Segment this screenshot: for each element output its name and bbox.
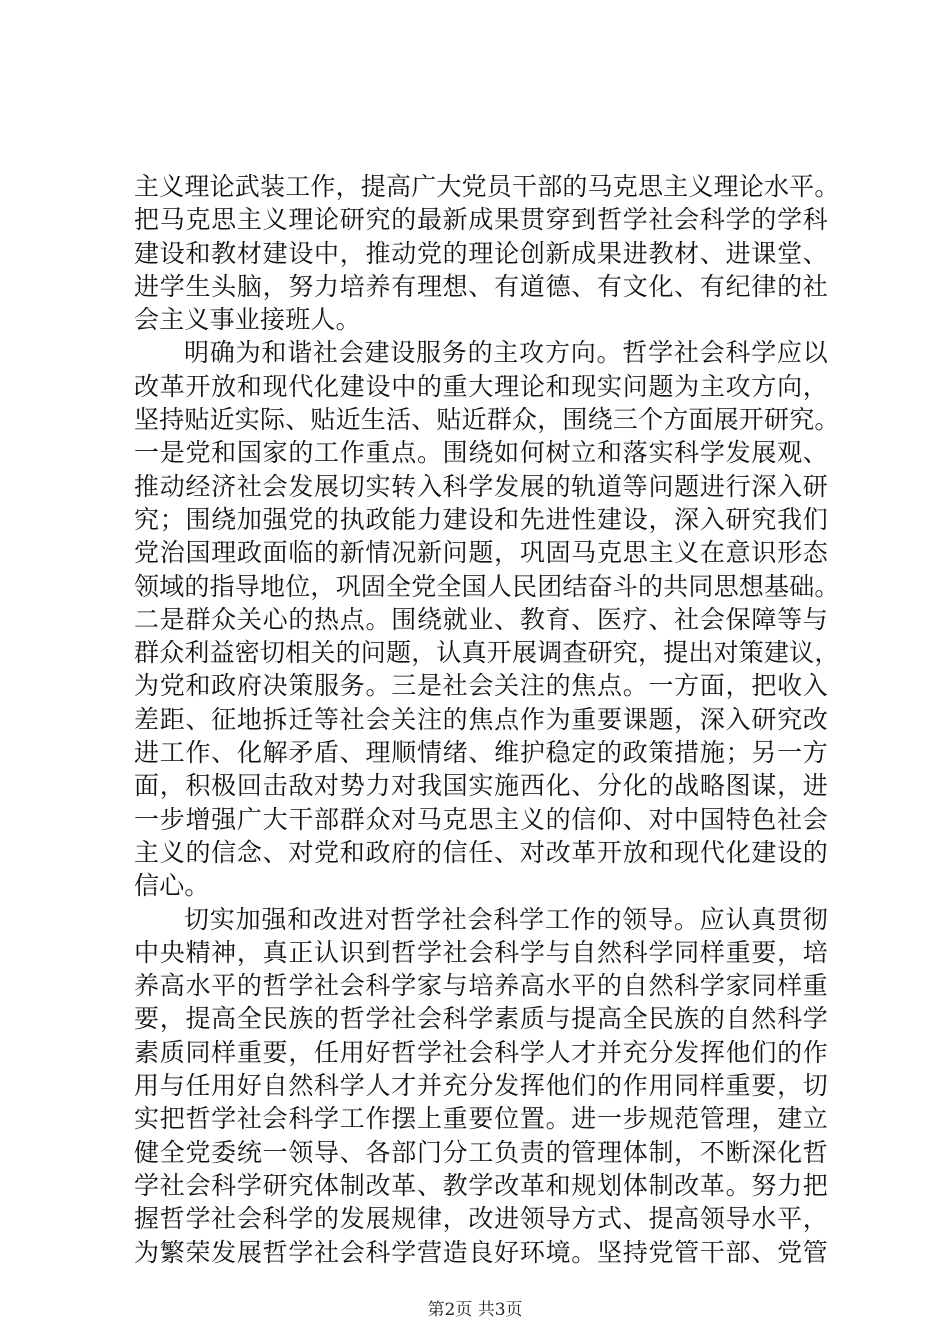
- text-line: 推动经济社会发展切实转入科学发展的轨道等问题进行深入研: [134, 471, 828, 501]
- text-line: 素质同样重要，任用好哲学社会科学人才并充分发挥他们的作: [134, 1037, 828, 1067]
- text-line: 党治国理政面临的新情况新问题，巩固马克思主义在意识形态: [134, 538, 828, 568]
- text-line: 学社会科学研究体制改革、教学改革和规划体制改革。努力把: [134, 1170, 828, 1200]
- text-line: 要，提高全民族的哲学社会科学素质与提高全民族的自然科学: [134, 1004, 828, 1034]
- text-line: 把马克思主义理论研究的最新成果贯穿到哲学社会科学的学科: [134, 205, 828, 235]
- text-line: 实把哲学社会科学工作摆上重要位置。进一步规范管理，建立: [134, 1104, 828, 1134]
- text-line: 中央精神，真正认识到哲学社会科学与自然科学同样重要，培: [134, 937, 828, 967]
- text-line: 信心。: [134, 871, 210, 901]
- text-line: 差距、征地拆迁等社会关注的焦点作为重要课题，深入研究改: [134, 704, 828, 734]
- paragraph-2: [134, 336, 840, 902]
- text-line: 切实加强和改进对哲学社会科学工作的领导。应认真贯彻: [184, 904, 828, 934]
- text-line: 进学生头脑，努力培养有理想、有道德、有文化、有纪律的社: [134, 271, 828, 301]
- text-line: 究；围绕加强党的执政能力建设和先进性建设，深入研究我们: [134, 504, 828, 534]
- text-line: 一是党和国家的工作重点。围绕如何树立和落实科学发展观、: [134, 438, 828, 468]
- text-line: 为繁荣发展哲学社会科学营造良好环境。坚持党管干部、党管: [134, 1237, 828, 1267]
- text-line: 进工作、化解矛盾、理顺情绪、维护稳定的政策措施；另一方: [134, 738, 828, 768]
- text-line: 养高水平的哲学社会科学家与培养高水平的自然科学家同样重: [134, 971, 828, 1001]
- text-line: 面，积极回击敌对势力对我国实施西化、分化的战略图谋，进: [134, 771, 828, 801]
- text-line: 建设和教材建设中，推动党的理论创新成果进教材、进课堂、: [134, 238, 828, 268]
- page-footer: 第2页 共3页: [427, 1300, 523, 1320]
- paragraph-3: [134, 903, 828, 1269]
- text-line: 主义的信念、对党和政府的信任、对改革开放和现代化建设的: [134, 837, 828, 867]
- text-line: 主义理论武装工作，提高广大党员干部的马克思主义理论水平。: [134, 172, 840, 201]
- paragraph-1: [134, 170, 840, 336]
- text-line: 握哲学社会科学的发展规律，改进领导方式、提高领导水平，: [134, 1204, 828, 1234]
- text-line: 用与任用好自然科学人才并充分发挥他们的作用同样重要，切: [134, 1071, 828, 1101]
- body-text: [134, 170, 840, 1269]
- text-line: 坚持贴近实际、贴近生活、贴近群众，围绕三个方面展开研究。: [134, 405, 840, 435]
- text-line: 为党和政府决策服务。三是社会关注的焦点。一方面，把收入: [134, 671, 828, 701]
- text-line: 健全党委统一领导、各部门分工负责的管理体制，不断深化哲: [134, 1137, 828, 1167]
- text-line: 明确为和谐社会建设服务的主攻方向。哲学社会科学应以: [184, 338, 828, 368]
- text-line: 群众利益密切相关的问题，认真开展调查研究，提出对策建议，: [134, 638, 840, 668]
- text-line: 一步增强广大干部群众对马克思主义的信仰、对中国特色社会: [134, 804, 828, 834]
- text-line: 二是群众关心的热点。围绕就业、教育、医疗、社会保障等与: [134, 604, 828, 634]
- text-line: 改革开放和现代化建设中的重大理论和现实问题为主攻方向，: [134, 371, 828, 401]
- text-line: 领域的指导地位，巩固全党全国人民团结奋斗的共同思想基础。: [134, 571, 840, 601]
- text-line: 会主义事业接班人。: [134, 305, 361, 335]
